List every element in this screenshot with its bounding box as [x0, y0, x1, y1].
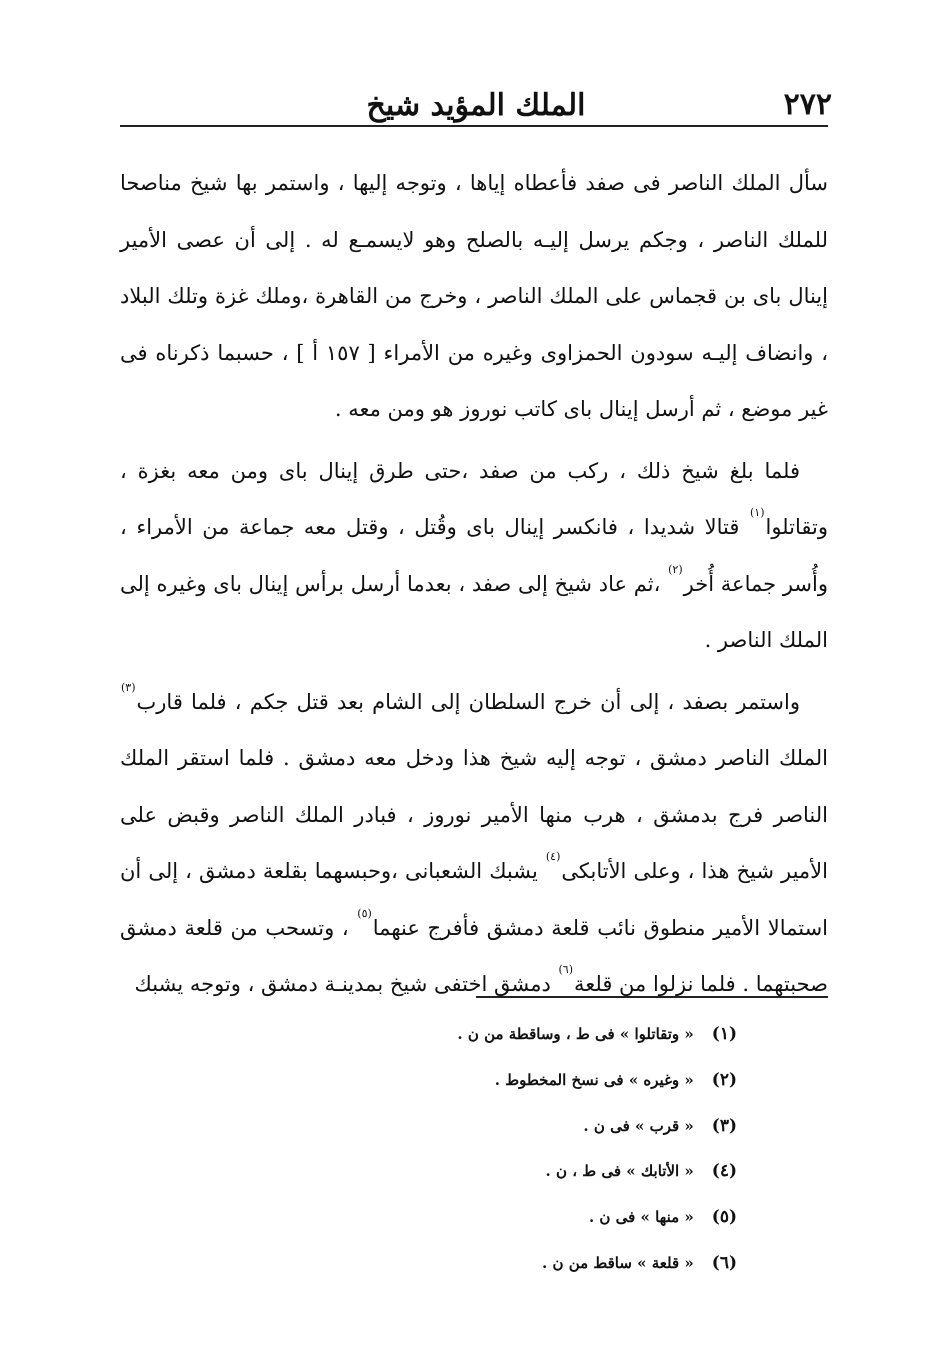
footnote-number: (٤) [711, 1161, 737, 1182]
paragraph-text: ، وتسحب من قلعة دمشق صحبتهما . فلما نزلوا من قلعة [120, 915, 828, 996]
footnote-marker: (٤) [545, 850, 561, 863]
footnote-text: « وغيره » فى نسخ المخطوط . [494, 1070, 694, 1089]
paragraph-text: قتالا شديدا ، فانكسر إينال باى وقُتل ، وقتل معه جماعة من الأمراء ، وأُسر جماعة أُخر [120, 515, 828, 596]
footnote-item [300, 1149, 737, 1195]
footnote-item [300, 1104, 737, 1150]
footnote-text: « وتقاتلوا » فى ط ، وساقطة من ن . [457, 1025, 694, 1043]
paragraph-text: يشبك الشعبانى ،وحبسهما بقلعة دمشق ، إلى أن استمالا الأمير منطوق نائب قلعة دمشق فأفرج عنهما [120, 859, 829, 940]
paragraph-text: دمشق اختفى شيخ بمدينـة دمشق ، وتوجه يشبك [134, 972, 558, 996]
footnote-number: (٦) [711, 1252, 737, 1273]
footnote-text: « قرب » فى ن . [583, 1116, 694, 1135]
paragraph-3 [120, 674, 828, 1013]
paragraph-text: سأل الملك الناصر فى صفد فأعطاه إياها ، وتوجه إليها ، واستمر بها شيخ مناصحا للملك الناصر ، وجكم يرسل إليـه بالصلح وهو لايسمـع له . إلى أن عصى الأمير إينال باى بن قجماس على الملك الناصر ، وخرج من القاهرة ،وملك غزة وتلك البلاد ، وانضاف إليـه سودون الحمزاوى وغيره من الأمراء [ ١٥٧ أ ] ، حسبما ذكرناه فى غير موضع ، ثم أرسل إينال باى كاتب نوروز هو ومن معه . [120, 171, 829, 421]
paragraph-text: الملك الناصر دمشق ، توجه إليه شيخ هذا ودخل معه دمشق . فلما استقر الملك الناصر فرج بدمشق ، هرب منها الأمير نوروز ، فبادر الملك الناصر وقبض على الأمير شيخ هذا ، وعلى الأتابكى [120, 746, 828, 883]
paragraph-text: واستمر بصفد ، إلى أن خرج السلطان إلى الشام بعد قتل جكم ، فلما قارب [136, 689, 800, 714]
footnote-text: « منها » فى ن . [588, 1208, 694, 1227]
footnote-item [300, 1195, 737, 1241]
footnote-item [300, 1241, 737, 1287]
footnote-item [300, 1012, 737, 1058]
footnote-marker: (٥) [357, 906, 372, 920]
footnote-text: « الأتابك » فى ط ، ن . [545, 1162, 694, 1181]
footnote-marker: (١) [749, 506, 765, 519]
main-text [120, 155, 828, 1013]
page-number: ٢٧٢ [783, 87, 832, 122]
footnote-number: (٢) [711, 1069, 737, 1090]
paragraph-2 [120, 443, 828, 669]
footnote-item [300, 1058, 737, 1104]
footnotes [300, 1012, 737, 1287]
paragraph-text: ،ثم عاد شيخ إلى صفد ، بعدما أرسل برأس إينال باى وغيره إلى الملك الناصر . [120, 571, 828, 652]
footnote-number: (٥) [711, 1207, 737, 1228]
footnote-marker: (٢) [668, 562, 683, 576]
paragraph-text: فلما بلغ شيخ ذلك ، ركب من صفد ،حتى طرق إينال باى ومن معه بغزة ، وتقاتلوا [120, 458, 828, 539]
footnote-text: « قلعة » ساقط من ن . [542, 1253, 694, 1272]
footnote-marker: (٦) [558, 963, 573, 976]
footnote-marker: (٣) [121, 680, 136, 694]
running-header [120, 76, 832, 124]
paragraph-1 [120, 155, 828, 438]
header-divider [120, 125, 828, 127]
page-title: الملك المؤيد شيخ [366, 88, 586, 123]
footnote-number: (١) [711, 1024, 737, 1044]
footnote-divider [476, 996, 828, 998]
footnote-number: (٣) [711, 1115, 737, 1136]
